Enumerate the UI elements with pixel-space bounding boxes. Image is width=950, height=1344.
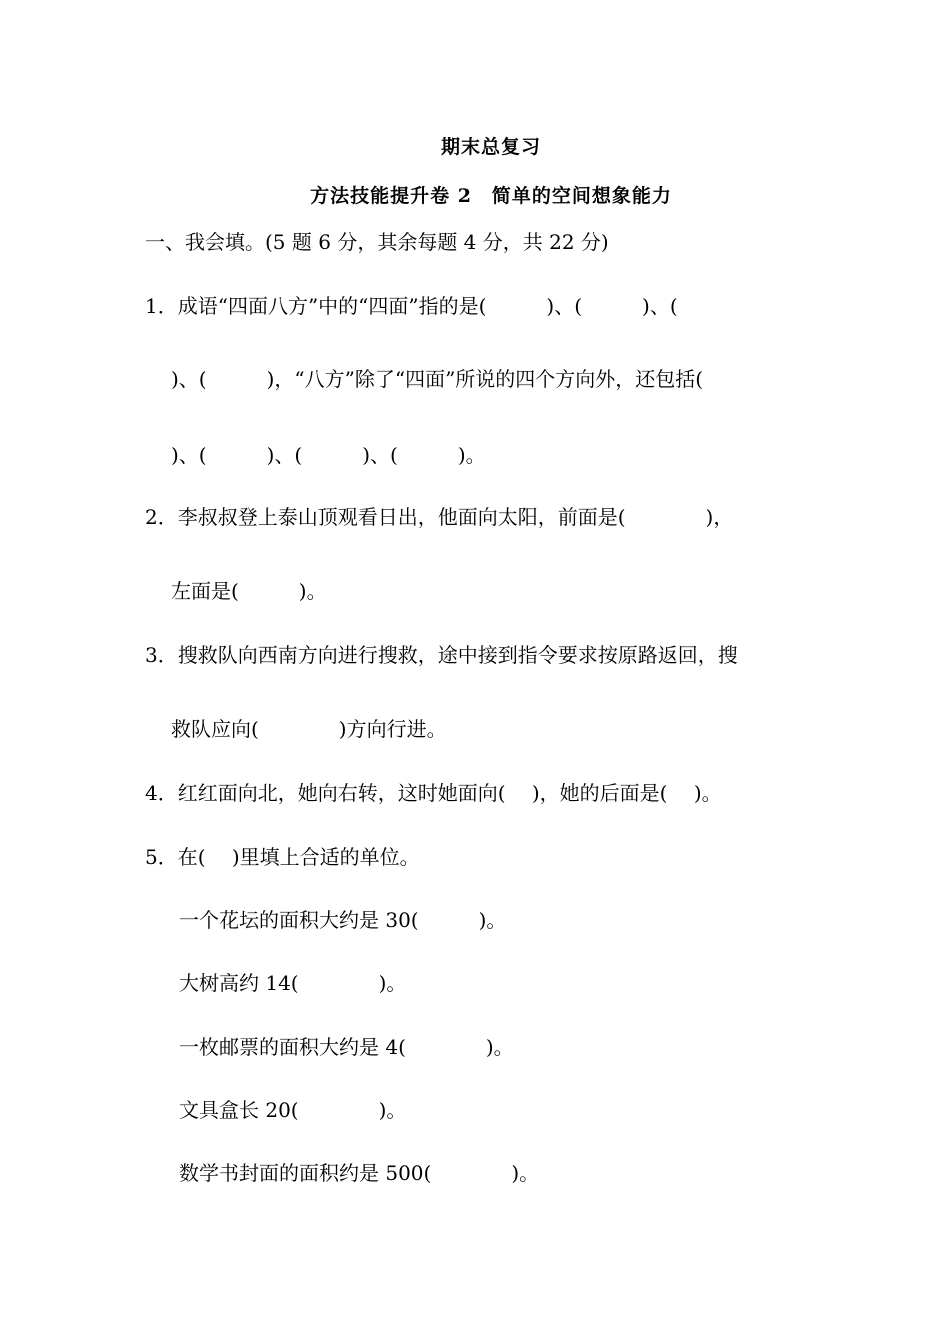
question-1-line-3: )、( )、( )、( )。 — [171, 443, 486, 467]
question-4-line-1: 4．红红面向北，她向右转，这时她面向( )，她的后面是( )。 — [145, 781, 722, 805]
question-5-item-1: 一个花坛的面积大约是 30( )。 — [179, 908, 507, 932]
question-5-item-5: 数学书封面的面积约是 500( )。 — [179, 1161, 540, 1185]
question-3-line-2: 救队应向( )方向行进。 — [171, 717, 447, 741]
page-subtitle: 方法技能提升卷 2 简单的空间想象能力 — [310, 185, 672, 207]
question-2-line-1: 2．李叔叔登上泰山顶观看日出，他面向太阳，前面是( )， — [145, 505, 734, 529]
question-3-line-1: 3．搜救队向西南方向进行搜救，途中接到指令要求按原路返回，搜 — [145, 643, 738, 667]
question-2-line-2: 左面是( )。 — [171, 579, 327, 603]
question-5-item-3: 一枚邮票的面积大约是 4( )。 — [179, 1035, 514, 1059]
question-5-item-4: 文具盒长 20( )。 — [179, 1098, 407, 1122]
question-5-line-1: 5．在( )里填上合适的单位。 — [145, 845, 420, 869]
question-5-item-2: 大树高约 14( )。 — [179, 971, 407, 995]
page-title: 期末总复习 — [440, 136, 541, 158]
section-heading: 一、我会填。(5 题 6 分，其余每题 4 分，共 22 分) — [145, 230, 609, 254]
question-1-line-2: )、( )，“八方”除了“四面”所说的四个方向外，还包括( — [171, 367, 704, 391]
question-1-line-1: 1．成语“四面八方”中的“四面”指的是( )、( )、( — [145, 294, 678, 318]
